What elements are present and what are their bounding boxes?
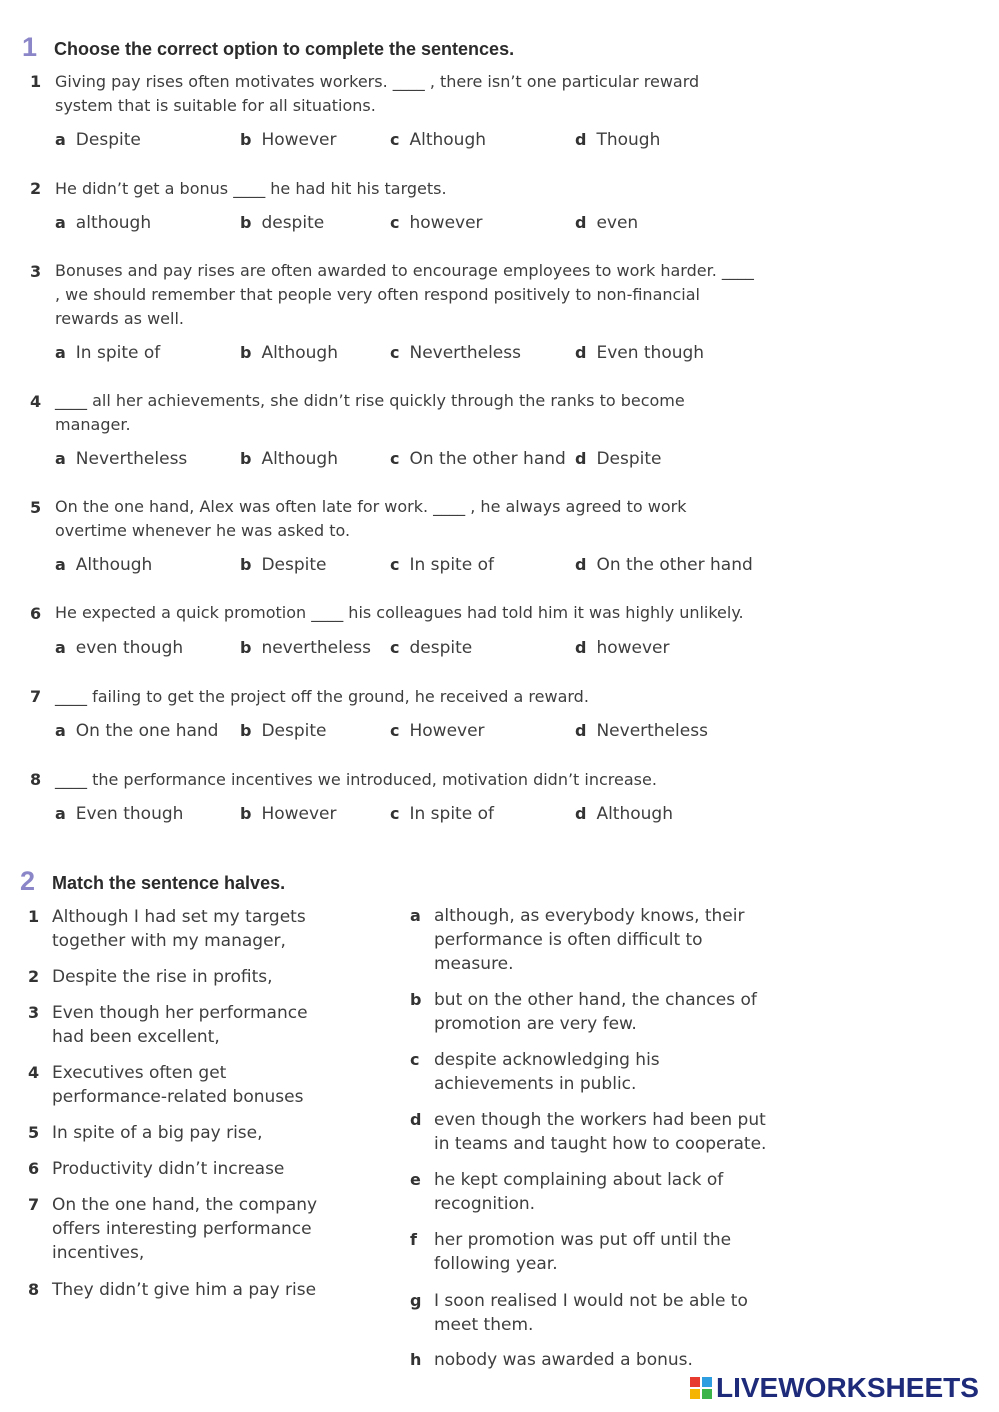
option-c[interactable]: c In spite of bbox=[390, 555, 494, 575]
liveworksheets-logo-text: LIVEWORKSHEETS bbox=[716, 1372, 979, 1403]
match-right-letter: d bbox=[410, 1110, 422, 1129]
option-c[interactable]: c however bbox=[390, 213, 483, 233]
match-right-text: nobody was awarded a bonus. bbox=[434, 1350, 693, 1370]
option-d[interactable]: d even bbox=[575, 213, 639, 233]
match-left-number: 3 bbox=[28, 1003, 40, 1022]
option-a[interactable]: a Although bbox=[55, 555, 153, 575]
match-right-text: although, as everybody knows, their performance is often difficult to measure. bbox=[434, 906, 745, 974]
match-left-text: Executives often get performance-related bonuses bbox=[52, 1063, 304, 1107]
option-d[interactable]: d Nevertheless bbox=[575, 721, 708, 741]
liveworksheets-logo-icon bbox=[690, 1377, 712, 1399]
option-b[interactable]: b Although bbox=[240, 449, 338, 469]
option-d[interactable]: d Although bbox=[575, 804, 673, 824]
option-a[interactable]: a Despite bbox=[55, 130, 141, 150]
option-a[interactable]: a In spite of bbox=[55, 343, 161, 363]
option-d[interactable]: d On the other hand bbox=[575, 555, 753, 575]
option-a[interactable]: a even though bbox=[55, 638, 184, 658]
option-b[interactable]: b However bbox=[240, 130, 337, 150]
option-b[interactable]: b Despite bbox=[240, 721, 327, 741]
option-d[interactable]: d however bbox=[575, 638, 670, 658]
option-c[interactable]: c However bbox=[390, 721, 485, 741]
question-number: 4 bbox=[30, 392, 42, 411]
option-d[interactable]: d Even though bbox=[575, 343, 705, 363]
question-text: He expected a quick promotion ____ his colleagues had told him it was highly unlikely. bbox=[55, 603, 744, 622]
option-a[interactable]: a Nevertheless bbox=[55, 449, 188, 469]
match-right-text: he kept complaining about lack of recognition. bbox=[434, 1170, 724, 1214]
logo-square-red bbox=[690, 1377, 700, 1387]
match-right-letter: b bbox=[410, 990, 422, 1009]
option-b[interactable]: b nevertheless bbox=[240, 638, 371, 658]
match-right-text: even though the workers had been put in teams and taught how to cooperate. bbox=[434, 1110, 767, 1154]
match-right-text: but on the other hand, the chances of promotion are very few. bbox=[434, 990, 757, 1034]
option-c[interactable]: c In spite of bbox=[390, 804, 494, 824]
question-number: 7 bbox=[30, 687, 42, 706]
logo-square-blue bbox=[702, 1377, 712, 1387]
question-text: Bonuses and pay rises are often awarded to encourage employees to work harder. ____ , we should remember that people very often respond positively to non-financial rewards as well. bbox=[55, 261, 754, 328]
option-d[interactable]: d Despite bbox=[575, 449, 662, 469]
question-number: 8 bbox=[30, 770, 42, 789]
logo-square-green bbox=[702, 1389, 712, 1399]
question-text: ____ the performance incentives we introduced, motivation didn’t increase. bbox=[55, 770, 657, 789]
match-right-text: despite acknowledging his achievements in public. bbox=[434, 1050, 660, 1094]
match-right-letter: g bbox=[410, 1291, 422, 1310]
match-left-text: On the one hand, the company offers interesting performance incentives, bbox=[52, 1195, 318, 1263]
match-right-letter: h bbox=[410, 1350, 422, 1369]
option-b[interactable]: b Despite bbox=[240, 555, 327, 575]
match-left-text: Despite the rise in profits, bbox=[52, 967, 273, 987]
question-text: He didn’t get a bonus ____ he had hit his targets. bbox=[55, 179, 447, 198]
option-a[interactable]: a On the one hand bbox=[55, 721, 219, 741]
match-left-number: 8 bbox=[28, 1280, 40, 1299]
question-number: 3 bbox=[30, 262, 42, 281]
match-left-number: 4 bbox=[28, 1063, 40, 1082]
match-right-letter: f bbox=[410, 1230, 417, 1249]
match-left-text: Although I had set my targets together with my manager, bbox=[52, 907, 306, 951]
match-left-text: Even though her performance had been excellent, bbox=[52, 1003, 308, 1047]
match-left-number: 2 bbox=[28, 967, 40, 986]
option-b[interactable]: b Although bbox=[240, 343, 338, 363]
question-number: 5 bbox=[30, 498, 42, 517]
match-left-text: In spite of a big pay rise, bbox=[52, 1123, 263, 1143]
liveworksheets-logo[interactable] bbox=[690, 1370, 979, 1406]
match-left-text: Productivity didn’t increase bbox=[52, 1159, 285, 1179]
option-d[interactable]: d Though bbox=[575, 130, 661, 150]
match-left-number: 5 bbox=[28, 1123, 40, 1142]
option-c[interactable]: c Nevertheless bbox=[390, 343, 521, 363]
question-number: 2 bbox=[30, 179, 42, 198]
section-2-title: Match the sentence halves. bbox=[52, 873, 286, 893]
option-c[interactable]: c On the other hand bbox=[390, 449, 566, 469]
question-text: Giving pay rises often motivates workers. ____ , there isn’t one particular reward system that is suitable for all situations. bbox=[55, 72, 700, 115]
match-right-text: her promotion was put off until the following year. bbox=[434, 1230, 732, 1274]
match-left-number: 1 bbox=[28, 907, 40, 926]
match-right-text: I soon realised I would not be able to meet them. bbox=[434, 1291, 748, 1335]
match-right-letter: c bbox=[410, 1050, 420, 1069]
question-text: ____ failing to get the project off the ground, he received a reward. bbox=[55, 687, 589, 706]
section-1-title: Choose the correct option to complete the sentences. bbox=[54, 39, 515, 59]
option-c[interactable]: c Although bbox=[390, 130, 487, 150]
question-number: 6 bbox=[30, 604, 42, 623]
match-right-letter: a bbox=[410, 906, 421, 925]
question-text: On the one hand, Alex was often late for work. ____ , he always agreed to work overtime whenever he was asked to. bbox=[55, 497, 687, 540]
option-c[interactable]: c despite bbox=[390, 638, 473, 658]
option-b[interactable]: b However bbox=[240, 804, 337, 824]
logo-square-yellow bbox=[690, 1389, 700, 1399]
match-left-number: 6 bbox=[28, 1159, 40, 1178]
option-b[interactable]: b despite bbox=[240, 213, 325, 233]
match-left-number: 7 bbox=[28, 1195, 40, 1214]
section-1-number: 1 bbox=[22, 32, 38, 62]
section-2-number: 2 bbox=[20, 866, 36, 896]
question-text: ____ all her achievements, she didn’t rise quickly through the ranks to become manager. bbox=[55, 391, 685, 434]
option-a[interactable]: a although bbox=[55, 213, 152, 233]
match-right-letter: e bbox=[410, 1170, 421, 1189]
option-a[interactable]: a Even though bbox=[55, 804, 184, 824]
question-number: 1 bbox=[30, 72, 42, 91]
match-left-text: They didn’t give him a pay rise bbox=[52, 1280, 317, 1300]
